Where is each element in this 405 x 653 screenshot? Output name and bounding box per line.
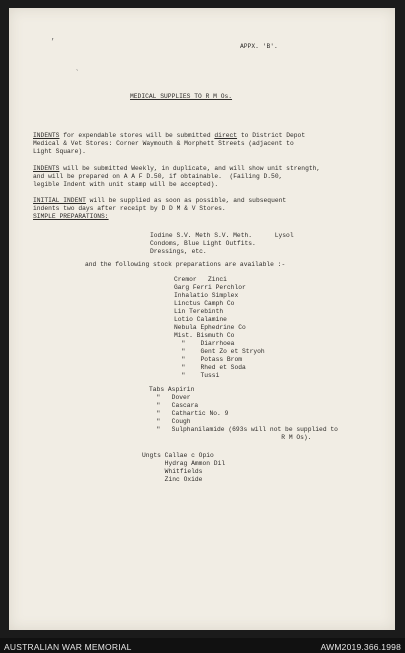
indents-heading: INDENTS xyxy=(33,165,60,172)
list-item: Hydrag Ammon Dil xyxy=(142,460,226,467)
paragraph-line: and will be prepared on A A F D.50, if obtainable. (Failing D.50, xyxy=(33,173,283,180)
simple-line: Dressings, etc. xyxy=(150,248,207,255)
footer-accession-number: AWM2019.366.1998 xyxy=(320,642,401,652)
list-item: " Sulphanilamide (693s will not be supplied to xyxy=(149,426,338,433)
archive-footer xyxy=(0,638,405,653)
list-item: " Diarrhoea xyxy=(174,340,235,347)
list-item: Zinc Oxide xyxy=(142,476,203,483)
list-item: Inhalatio Simplex xyxy=(174,292,239,299)
list-item: Tabs Aspirin xyxy=(149,386,195,393)
indents-heading: INDENTS xyxy=(33,132,60,139)
list-item: Mist. Bismuth Co xyxy=(174,332,235,339)
list-item: " Cough xyxy=(149,418,191,425)
list-item: " Rhed et Soda xyxy=(174,364,246,371)
text: for expendable stores will be submitted xyxy=(59,132,215,139)
list-item: Garg Ferri Perchlor xyxy=(174,284,246,291)
list-item: Ungts Callae c Opio xyxy=(142,452,214,459)
paragraph-indents-1 xyxy=(33,132,305,140)
list-item: " Gent Zo et Stryoh xyxy=(174,348,265,355)
stock-intro: and the following stock preparations are available :- xyxy=(85,261,286,268)
list-item: Whitfields xyxy=(142,468,203,475)
list-item: " Dover xyxy=(149,394,191,401)
footer-source: AUSTRALIAN WAR MEMORIAL xyxy=(4,642,132,652)
paragraph-indents-2 xyxy=(33,165,320,173)
paragraph-line: Medical & Vet Stores: Corner Waymouth & Morphett Streets (adjacent to xyxy=(33,140,294,147)
direct-word: direct xyxy=(214,132,238,139)
list-item: Lotio Calamine xyxy=(174,316,227,323)
paragraph-line: Light Square). xyxy=(33,148,86,155)
list-item: Linctus Camph Co xyxy=(174,300,235,307)
initial-indent-heading: INITIAL INDENT xyxy=(33,197,86,204)
document-page xyxy=(9,8,395,630)
list-item: " Cathartic No. 9 xyxy=(149,410,229,417)
text: to District Depot xyxy=(237,132,306,139)
simple-line: Iodine S.V. Meth S.V. Meth. Lysol xyxy=(150,232,294,239)
list-item: " Cascara xyxy=(149,402,199,409)
text: will be submitted Weekly, in duplicate, and will show unit strength, xyxy=(59,165,321,172)
simple-preparations-heading: SIMPLE PREPARATIONS: xyxy=(33,213,109,220)
paragraph-line: indents two days after receipt by D D M & V Stores. xyxy=(33,205,226,212)
list-item: Cremor Zinci xyxy=(174,276,227,283)
pencil-mark: ` xyxy=(75,70,80,78)
list-item: Lin Terebinth xyxy=(174,308,224,315)
list-item: R M Os). xyxy=(149,434,312,441)
document-title: MEDICAL SUPPLIES TO R M Os. xyxy=(130,93,233,100)
list-item: " Potass Brom xyxy=(174,356,243,363)
appendix-label: APPX. 'B'. xyxy=(240,43,278,50)
text: will be supplied as soon as possible, and subsequent xyxy=(85,197,287,204)
pencil-mark: , xyxy=(51,34,56,42)
list-item: Nebula Ephedrine Co xyxy=(174,324,246,331)
paragraph-initial-indent xyxy=(33,197,286,205)
simple-line: Condoms, Blue Light Outfits. xyxy=(150,240,256,247)
list-item: " Tussi xyxy=(174,372,220,379)
paragraph-line: legible Indent with unit stamp will be accepted). xyxy=(33,181,219,188)
